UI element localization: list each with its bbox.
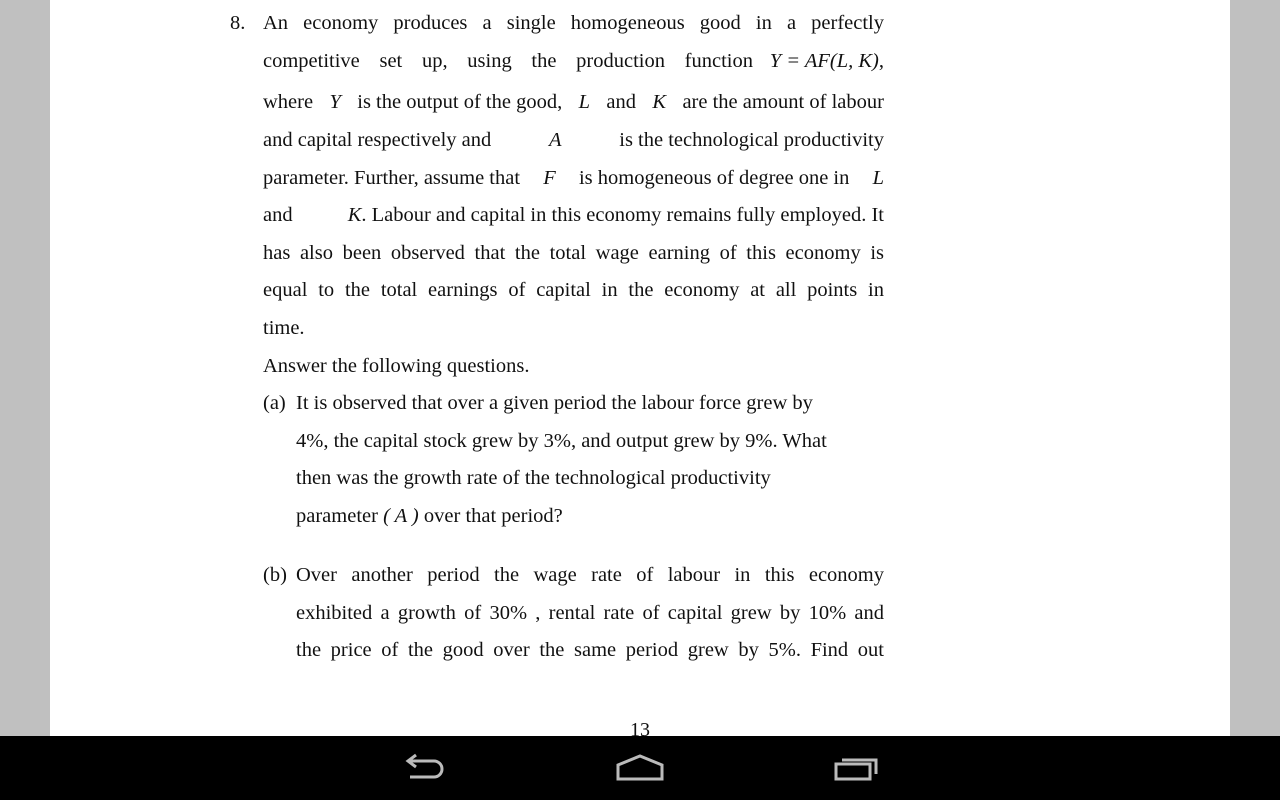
var-y: Y <box>329 91 341 113</box>
var-a-paren: ( A ) <box>383 505 419 527</box>
part-a-line-4-end: over that period? <box>423 505 563 527</box>
part-b-line-1: Over another period the wage rate of labour in this economy <box>296 564 884 586</box>
intro-line-9: time. <box>263 317 305 339</box>
intro-line-6-end: . Labour and capital in this economy remains fully employed. It <box>361 204 884 226</box>
intro-line-2-text: competitive set up, using the production function <box>263 50 753 72</box>
part-b-label: (b) <box>263 564 287 586</box>
intro-line-5 <box>263 166 884 190</box>
intro-line-5-start: parameter. Further, assume that <box>263 167 521 189</box>
part-a-line-1: It is observed that over a given period the labour force grew by <box>296 392 813 414</box>
recents-icon <box>833 753 881 783</box>
home-icon <box>615 753 665 783</box>
part-a-line-4 <box>296 504 563 528</box>
android-navigation-bar <box>0 736 1280 800</box>
var-k-2: K <box>347 204 362 226</box>
intro-line-5-mid: is homogeneous of degree one in <box>578 167 850 189</box>
answer-prompt: Answer the following questions. <box>263 355 530 377</box>
intro-line-8: equal to the total earnings of capital in the economy at all points in <box>263 279 884 301</box>
part-a-line-3: then was the growth rate of the technological productivity <box>296 467 771 489</box>
intro-line-6-and: and <box>263 204 293 226</box>
production-function-formula: Y = AF(L, K) <box>769 50 879 72</box>
intro-line-4 <box>263 128 884 152</box>
intro-line-3-mid: is the output of the good, <box>357 91 563 113</box>
intro-line-6 <box>263 203 884 227</box>
part-b-line-2: exhibited a growth of 30% , rental rate of capital grew by 10% and <box>296 602 884 624</box>
question-number: 8. <box>230 12 246 34</box>
part-a-line-2: 4%, the capital stock grew by 3%, and output grew by 9%. What <box>296 430 827 452</box>
intro-line-3 <box>263 90 884 114</box>
recents-button[interactable] <box>797 736 917 800</box>
intro-line-3-end: are the amount of labour <box>682 91 884 113</box>
var-l: L <box>578 91 591 113</box>
home-button[interactable] <box>580 736 700 800</box>
intro-line-7: has also been observed that the total wage earning of this economy is <box>263 242 884 264</box>
page-number: 13 <box>630 719 650 736</box>
back-icon <box>400 753 448 783</box>
intro-line-1: An economy produces a single homogeneous good in a perfectly <box>263 12 884 34</box>
intro-line-2 <box>263 49 884 73</box>
part-a-label: (a) <box>263 392 286 414</box>
intro-line-3-where: where <box>263 91 314 113</box>
formula-suffix: , <box>878 50 884 72</box>
var-l-2: L <box>872 167 884 189</box>
var-k: K <box>652 91 667 113</box>
intro-line-3-and: and <box>606 91 636 113</box>
intro-line-4-start: and capital respectively and <box>263 129 492 151</box>
back-button[interactable] <box>364 736 484 800</box>
var-a: A <box>548 129 562 151</box>
part-b-line-3: the price of the good over the same period grew by 5%. Find out <box>296 639 884 661</box>
document-page <box>50 0 1230 736</box>
part-a-line-4-start: parameter <box>296 505 378 527</box>
intro-line-4-end: is the technological productivity <box>619 129 884 151</box>
var-f: F <box>543 167 556 189</box>
